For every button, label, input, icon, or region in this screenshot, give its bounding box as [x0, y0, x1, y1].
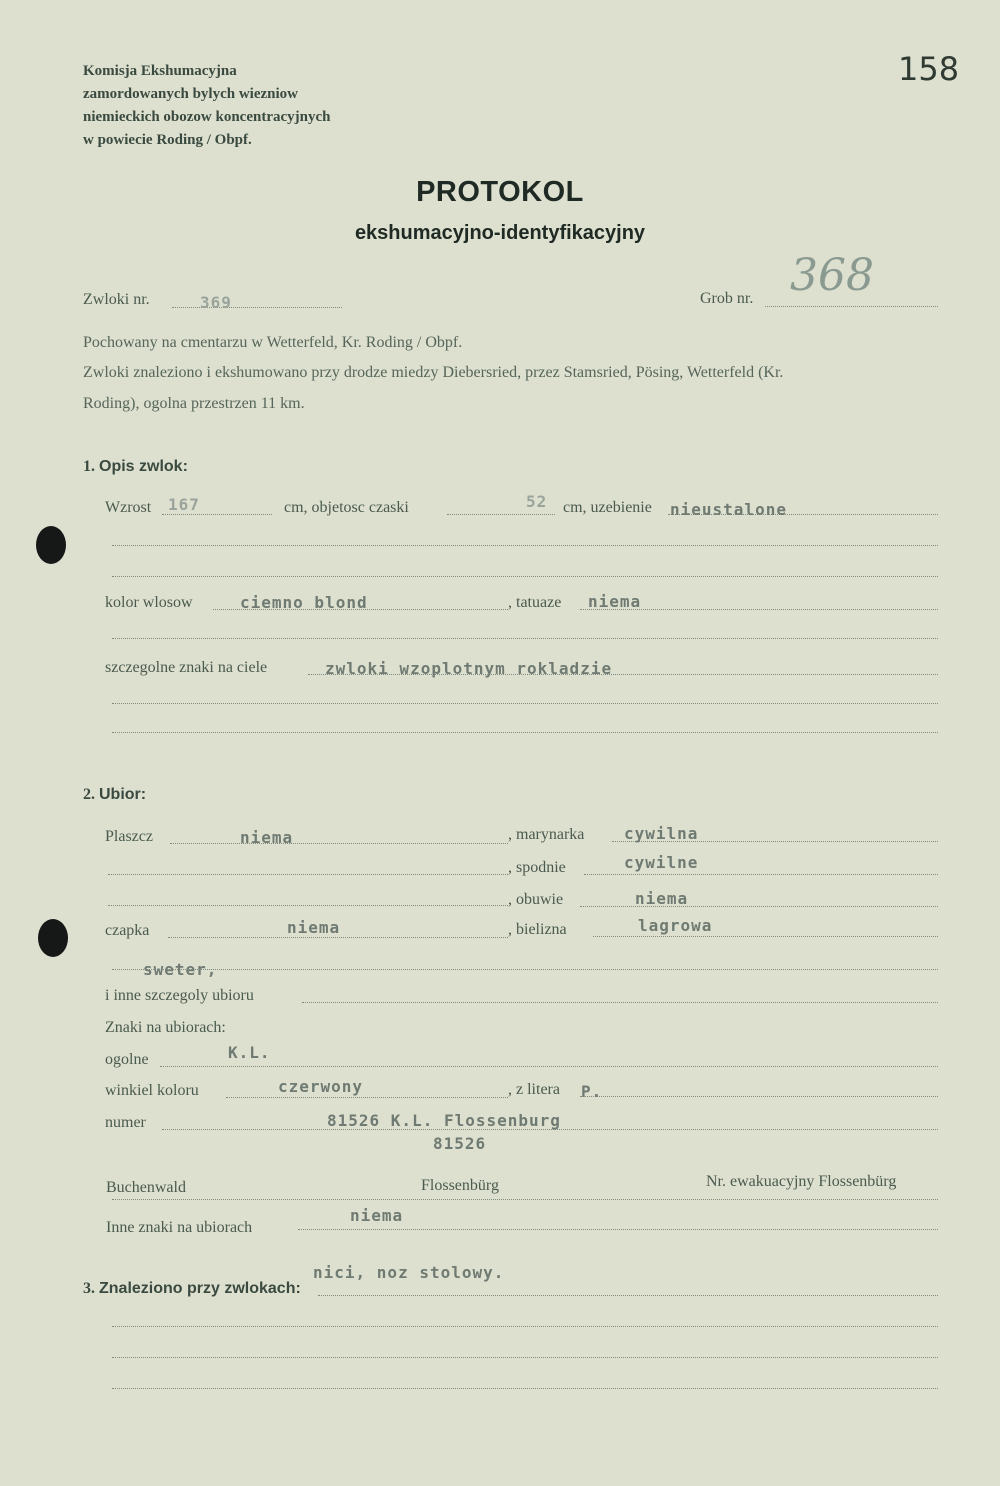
org-header [83, 60, 330, 152]
dotted-line [765, 306, 938, 307]
dotted-line [162, 514, 272, 515]
dotted-line [112, 545, 938, 546]
dotted-line [112, 732, 938, 733]
dotted-line [168, 937, 508, 938]
sweter-value: sweter, [143, 960, 218, 979]
punch-hole [38, 919, 68, 957]
section-title: Opis zwlok: [99, 458, 188, 475]
section-title: Ubior: [99, 786, 147, 803]
ewakuacyjny-label: Nr. ewakuacyjny Flossenbürg [706, 1173, 897, 1190]
znaki-ubiorach-label: Znaki na ubiorach: [105, 1019, 226, 1036]
znaki-ciele-label: szczegolne znaki na ciele [105, 659, 268, 676]
section-title: Znaleziono przy zwlokach: [99, 1280, 301, 1297]
dotted-line [112, 1357, 938, 1358]
inne-szczegoly-label: i inne szczegoly ubioru [105, 987, 254, 1004]
dotted-line [112, 576, 938, 577]
dotted-line [447, 514, 555, 515]
dotted-line [170, 843, 508, 844]
plaszcz-label: Plaszcz [105, 828, 153, 845]
dotted-line [298, 1229, 938, 1230]
dotted-line [108, 905, 508, 906]
cm-uzebienie-label: cm, uzebienie [563, 499, 652, 516]
marynarka-label: , marynarka [508, 826, 585, 843]
buchenwald-label: Buchenwald [106, 1179, 186, 1196]
wzrost-value: 167 [168, 495, 200, 514]
inne-znaki-label: Inne znaki na ubiorach [106, 1219, 253, 1236]
section-number: 3. [83, 1280, 95, 1297]
inne-znaki-value: niema [350, 1206, 404, 1225]
grob-label: Grob nr. [700, 290, 754, 307]
marynarka-value: cywilna [624, 824, 699, 843]
section-number: 2. [83, 786, 95, 803]
wzrost-label: Wzrost [105, 499, 152, 516]
cm-objetosc-label: cm, objetosc czaski [284, 499, 409, 516]
dotted-line [160, 1066, 938, 1067]
czapka-label: czapka [105, 922, 150, 939]
dotted-line [593, 936, 938, 937]
dotted-line [580, 1096, 938, 1097]
bielizna-label: , bielizna [508, 921, 567, 938]
org-line: zamordowanych bylych wiezniow [83, 86, 298, 102]
litera-label: , z litera [508, 1081, 560, 1098]
numer-value: 81526 K.L. Flossenburg [327, 1111, 561, 1130]
plaszcz-value: niema [240, 828, 294, 847]
dotted-line [112, 969, 938, 970]
dotted-line [112, 703, 938, 704]
section-3-heading [83, 1280, 301, 1298]
litera-value: P. [581, 1082, 603, 1101]
found-items-value: nici, noz stolowy. [313, 1263, 505, 1282]
spodnie-label: , spodnie [508, 859, 566, 876]
dotted-line [172, 307, 342, 308]
found-line: Zwloki znaleziono i ekshumowano przy drodze miedzy Diebersried, przez Stamsried, Pösing, Wetterfeld (Kr. [83, 364, 784, 381]
grob-value: 368 [790, 250, 874, 301]
org-line: w powiecie Roding / Obpf. [83, 132, 252, 148]
dotted-line [302, 1002, 938, 1003]
numer-label: numer [105, 1114, 146, 1131]
punch-hole [36, 526, 66, 564]
zwloki-label: Zwloki nr. [83, 291, 150, 308]
ogolne-label: ogolne [105, 1051, 149, 1068]
dotted-line [112, 1388, 938, 1389]
dotted-line [112, 1199, 938, 1200]
czapka-value: niema [287, 918, 341, 937]
found-line-cont: Roding), ogolna przestrzen 11 km. [83, 395, 305, 412]
tatuaze-label: , tatuaze [508, 594, 562, 611]
dotted-line [318, 1295, 938, 1296]
dotted-line [584, 874, 938, 875]
winkiel-value: czerwony [278, 1077, 364, 1096]
spodnie-value: cywilne [624, 853, 699, 872]
obuwie-value: niema [635, 889, 689, 908]
numer-value-second: 81526 [433, 1134, 487, 1153]
winkiel-label: winkiel koloru [105, 1082, 199, 1099]
flossenburg-label: Flossenbürg [421, 1177, 499, 1194]
bielizna-value: lagrowa [638, 916, 713, 935]
dotted-line [226, 1097, 508, 1098]
obuwie-label: , obuwie [508, 891, 564, 908]
dotted-line [108, 874, 508, 875]
dotted-line [112, 638, 938, 639]
wlosy-label: kolor wlosow [105, 594, 193, 611]
uzebienie-value: nieustalone [670, 500, 787, 519]
ogolne-value: K.L. [228, 1043, 271, 1062]
znaki-ciele-value: zwloki wzoplotnym rokladzie [325, 659, 613, 678]
section-1-heading [83, 458, 188, 476]
czaszka-value: 52 [526, 492, 548, 511]
wlosy-value: ciemno blond [240, 593, 368, 612]
page-number: 158 [898, 50, 960, 88]
org-line: niemieckich obozow koncentracyjnych [83, 109, 331, 125]
burial-line: Pochowany na cmentarzu w Wetterfeld, Kr. Roding / Obpf. [83, 334, 463, 351]
zwloki-value: 369 [200, 293, 232, 312]
tatuaze-value: niema [588, 592, 642, 611]
org-line: Komisja Ekshumacyjna [83, 63, 237, 79]
section-number: 1. [83, 458, 95, 475]
dotted-line [112, 1326, 938, 1327]
section-2-heading [83, 786, 146, 804]
document-subtitle: ekshumacyjno-identyfikacyjny [354, 222, 646, 244]
dotted-line [580, 906, 938, 907]
document-title: PROTOKOL [416, 176, 584, 208]
